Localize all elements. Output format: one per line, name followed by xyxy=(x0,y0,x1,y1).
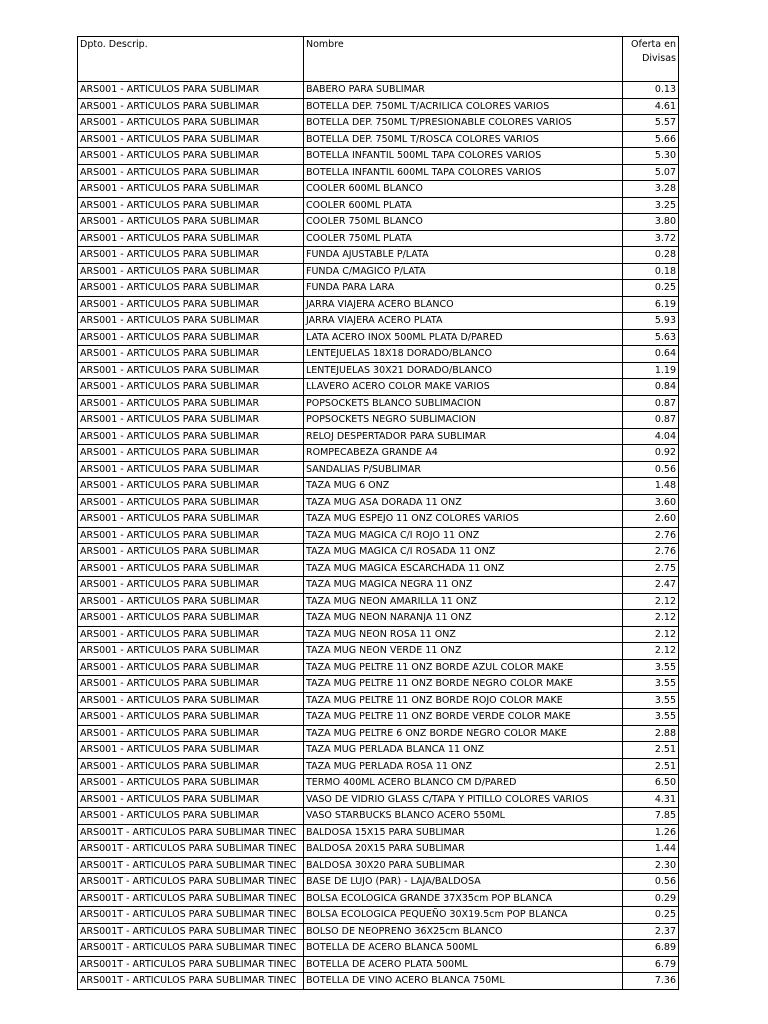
cell-price: 0.87 xyxy=(623,412,679,429)
cell-price: 6.19 xyxy=(623,296,679,313)
table-row xyxy=(78,527,679,544)
table-row xyxy=(78,329,679,346)
table-row xyxy=(78,263,679,280)
header-row xyxy=(78,37,679,82)
cell-dept: ARS001 - ARTICULOS PARA SUBLIMAR xyxy=(78,791,304,808)
cell-price: 1.48 xyxy=(623,478,679,495)
table-row xyxy=(78,940,679,957)
cell-name: COOLER 600ML BLANCO xyxy=(304,181,623,198)
table-row xyxy=(78,890,679,907)
cell-price: 3.28 xyxy=(623,181,679,198)
cell-dept: ARS001 - ARTICULOS PARA SUBLIMAR xyxy=(78,527,304,544)
cell-dept: ARS001 - ARTICULOS PARA SUBLIMAR xyxy=(78,148,304,165)
cell-price: 2.75 xyxy=(623,560,679,577)
table-row xyxy=(78,296,679,313)
table-row xyxy=(78,626,679,643)
table-row xyxy=(78,709,679,726)
cell-price: 3.55 xyxy=(623,676,679,693)
cell-price: 2.76 xyxy=(623,544,679,561)
table-row xyxy=(78,725,679,742)
cell-name: LATA ACERO INOX 500ML PLATA D/PARED xyxy=(304,329,623,346)
cell-dept: ARS001 - ARTICULOS PARA SUBLIMAR xyxy=(78,115,304,132)
cell-name: BOTELLA DE VINO ACERO BLANCA 750ML xyxy=(304,973,623,990)
cell-dept: ARS001 - ARTICULOS PARA SUBLIMAR xyxy=(78,296,304,313)
cell-price: 2.37 xyxy=(623,923,679,940)
cell-name: VASO STARBUCKS BLANCO ACERO 550ML xyxy=(304,808,623,825)
cell-price: 6.50 xyxy=(623,775,679,792)
cell-name: TAZA MUG 6 ONZ xyxy=(304,478,623,495)
header-dept: Dpto. Descrip. xyxy=(78,37,304,82)
cell-dept: ARS001 - ARTICULOS PARA SUBLIMAR xyxy=(78,742,304,759)
table-row xyxy=(78,560,679,577)
table-row xyxy=(78,412,679,429)
table-row xyxy=(78,956,679,973)
cell-dept: ARS001 - ARTICULOS PARA SUBLIMAR xyxy=(78,247,304,264)
cell-dept: ARS001 - ARTICULOS PARA SUBLIMAR xyxy=(78,263,304,280)
cell-name: TAZA MUG PELTRE 11 ONZ BORDE AZUL COLOR MAKE xyxy=(304,659,623,676)
cell-dept: ARS001 - ARTICULOS PARA SUBLIMAR xyxy=(78,98,304,115)
table-row xyxy=(78,874,679,891)
cell-name: TAZA MUG PELTRE 11 ONZ BORDE VERDE COLOR MAKE xyxy=(304,709,623,726)
cell-price: 2.88 xyxy=(623,725,679,742)
cell-name: COOLER 600ML PLATA xyxy=(304,197,623,214)
cell-name: BOLSO DE NEOPRENO 36X25cm BLANCO xyxy=(304,923,623,940)
cell-name: TERMO 400ML ACERO BLANCO CM D/PARED xyxy=(304,775,623,792)
cell-dept: ARS001T - ARTICULOS PARA SUBLIMAR TINEC xyxy=(78,841,304,858)
cell-price: 2.76 xyxy=(623,527,679,544)
cell-dept: ARS001T - ARTICULOS PARA SUBLIMAR TINEC xyxy=(78,824,304,841)
cell-dept: ARS001 - ARTICULOS PARA SUBLIMAR xyxy=(78,412,304,429)
cell-price: 5.30 xyxy=(623,148,679,165)
cell-name: LLAVERO ACERO COLOR MAKE VARIOS xyxy=(304,379,623,396)
table-row xyxy=(78,395,679,412)
cell-dept: ARS001 - ARTICULOS PARA SUBLIMAR xyxy=(78,643,304,660)
cell-price: 0.64 xyxy=(623,346,679,363)
cell-price: 5.66 xyxy=(623,131,679,148)
cell-dept: ARS001 - ARTICULOS PARA SUBLIMAR xyxy=(78,676,304,693)
cell-price: 3.80 xyxy=(623,214,679,231)
cell-dept: ARS001 - ARTICULOS PARA SUBLIMAR xyxy=(78,395,304,412)
table-row xyxy=(78,445,679,462)
cell-dept: ARS001T - ARTICULOS PARA SUBLIMAR TINEC xyxy=(78,956,304,973)
cell-price: 7.36 xyxy=(623,973,679,990)
cell-name: TAZA MUG ASA DORADA 11 ONZ xyxy=(304,494,623,511)
table-row xyxy=(78,544,679,561)
table-row xyxy=(78,379,679,396)
table-row xyxy=(78,82,679,99)
cell-dept: ARS001 - ARTICULOS PARA SUBLIMAR xyxy=(78,709,304,726)
cell-name: JARRA VIAJERA ACERO PLATA xyxy=(304,313,623,330)
cell-dept: ARS001T - ARTICULOS PARA SUBLIMAR TINEC xyxy=(78,907,304,924)
table-row xyxy=(78,808,679,825)
cell-name: BOTELLA DEP. 750ML T/PRESIONABLE COLORES VARIOS xyxy=(304,115,623,132)
table-row xyxy=(78,758,679,775)
table-row xyxy=(78,907,679,924)
cell-name: POPSOCKETS BLANCO SUBLIMACION xyxy=(304,395,623,412)
cell-dept: ARS001T - ARTICULOS PARA SUBLIMAR TINEC xyxy=(78,874,304,891)
cell-price: 0.56 xyxy=(623,874,679,891)
cell-dept: ARS001T - ARTICULOS PARA SUBLIMAR TINEC xyxy=(78,940,304,957)
table-body xyxy=(78,82,679,990)
cell-name: FUNDA C/MAGICO P/LATA xyxy=(304,263,623,280)
table-row xyxy=(78,923,679,940)
cell-dept: ARS001 - ARTICULOS PARA SUBLIMAR xyxy=(78,478,304,495)
cell-name: BOLSA ECOLOGICA GRANDE 37X35cm POP BLANCA xyxy=(304,890,623,907)
cell-name: TAZA MUG NEON NARANJA 11 ONZ xyxy=(304,610,623,627)
cell-name: BOTELLA DE ACERO BLANCA 500ML xyxy=(304,940,623,957)
cell-dept: ARS001 - ARTICULOS PARA SUBLIMAR xyxy=(78,428,304,445)
cell-price: 1.26 xyxy=(623,824,679,841)
table-row xyxy=(78,247,679,264)
cell-price: 4.04 xyxy=(623,428,679,445)
table-row xyxy=(78,461,679,478)
cell-price: 6.79 xyxy=(623,956,679,973)
cell-price: 3.25 xyxy=(623,197,679,214)
table-row xyxy=(78,791,679,808)
cell-name: RELOJ DESPERTADOR PARA SUBLIMAR xyxy=(304,428,623,445)
cell-price: 0.25 xyxy=(623,907,679,924)
cell-price: 2.51 xyxy=(623,742,679,759)
cell-dept: ARS001 - ARTICULOS PARA SUBLIMAR xyxy=(78,494,304,511)
cell-name: FUNDA PARA LARA xyxy=(304,280,623,297)
table-row xyxy=(78,494,679,511)
cell-name: BALDOSA 15X15 PARA SUBLIMAR xyxy=(304,824,623,841)
cell-name: LENTEJUELAS 18X18 DORADO/BLANCO xyxy=(304,346,623,363)
cell-price: 2.12 xyxy=(623,626,679,643)
cell-name: ROMPECABEZA GRANDE A4 xyxy=(304,445,623,462)
cell-name: BALDOSA 20X15 PARA SUBLIMAR xyxy=(304,841,623,858)
table-row xyxy=(78,841,679,858)
cell-price: 0.28 xyxy=(623,247,679,264)
table-row xyxy=(78,362,679,379)
table-row xyxy=(78,643,679,660)
cell-name: POPSOCKETS NEGRO SUBLIMACION xyxy=(304,412,623,429)
table-row xyxy=(78,98,679,115)
cell-dept: ARS001 - ARTICULOS PARA SUBLIMAR xyxy=(78,659,304,676)
cell-name: BOTELLA INFANTIL 600ML TAPA COLORES VARIOS xyxy=(304,164,623,181)
table-row xyxy=(78,659,679,676)
header-name: Nombre xyxy=(304,37,623,82)
cell-name: SANDALIAS P/SUBLIMAR xyxy=(304,461,623,478)
table-row xyxy=(78,148,679,165)
table-row xyxy=(78,742,679,759)
cell-name: LENTEJUELAS 30X21 DORADO/BLANCO xyxy=(304,362,623,379)
cell-dept: ARS001 - ARTICULOS PARA SUBLIMAR xyxy=(78,560,304,577)
cell-dept: ARS001 - ARTICULOS PARA SUBLIMAR xyxy=(78,313,304,330)
cell-price: 4.31 xyxy=(623,791,679,808)
cell-dept: ARS001 - ARTICULOS PARA SUBLIMAR xyxy=(78,544,304,561)
cell-name: TAZA MUG NEON AMARILLA 11 ONZ xyxy=(304,593,623,610)
cell-name: TAZA MUG MAGICA C/I ROJO 11 ONZ xyxy=(304,527,623,544)
cell-price: 3.72 xyxy=(623,230,679,247)
table-row xyxy=(78,346,679,363)
table-row xyxy=(78,973,679,990)
table-row xyxy=(78,511,679,528)
table-row xyxy=(78,181,679,198)
cell-price: 5.07 xyxy=(623,164,679,181)
cell-dept: ARS001 - ARTICULOS PARA SUBLIMAR xyxy=(78,511,304,528)
cell-price: 2.12 xyxy=(623,643,679,660)
cell-dept: ARS001 - ARTICULOS PARA SUBLIMAR xyxy=(78,808,304,825)
cell-dept: ARS001 - ARTICULOS PARA SUBLIMAR xyxy=(78,181,304,198)
cell-price: 3.55 xyxy=(623,659,679,676)
table-row xyxy=(78,164,679,181)
cell-dept: ARS001 - ARTICULOS PARA SUBLIMAR xyxy=(78,197,304,214)
cell-dept: ARS001 - ARTICULOS PARA SUBLIMAR xyxy=(78,230,304,247)
table-row xyxy=(78,478,679,495)
cell-price: 3.55 xyxy=(623,692,679,709)
cell-price: 0.29 xyxy=(623,890,679,907)
cell-price: 0.25 xyxy=(623,280,679,297)
cell-dept: ARS001 - ARTICULOS PARA SUBLIMAR xyxy=(78,577,304,594)
cell-name: BOTELLA DEP. 750ML T/ACRILICA COLORES VARIOS xyxy=(304,98,623,115)
cell-name: BOLSA ECOLOGICA PEQUEÑO 30X19.5cm POP BLANCA xyxy=(304,907,623,924)
cell-name: TAZA MUG PERLADA ROSA 11 ONZ xyxy=(304,758,623,775)
cell-dept: ARS001 - ARTICULOS PARA SUBLIMAR xyxy=(78,593,304,610)
cell-name: BABERO PARA SUBLIMAR xyxy=(304,82,623,99)
cell-dept: ARS001 - ARTICULOS PARA SUBLIMAR xyxy=(78,461,304,478)
cell-name: TAZA MUG MAGICA C/I ROSADA 11 ONZ xyxy=(304,544,623,561)
cell-dept: ARS001 - ARTICULOS PARA SUBLIMAR xyxy=(78,214,304,231)
cell-dept: ARS001 - ARTICULOS PARA SUBLIMAR xyxy=(78,280,304,297)
cell-price: 4.61 xyxy=(623,98,679,115)
table-row xyxy=(78,775,679,792)
cell-price: 0.84 xyxy=(623,379,679,396)
cell-dept: ARS001 - ARTICULOS PARA SUBLIMAR xyxy=(78,362,304,379)
cell-name: TAZA MUG MAGICA NEGRA 11 ONZ xyxy=(304,577,623,594)
cell-price: 1.44 xyxy=(623,841,679,858)
table-row xyxy=(78,676,679,693)
cell-price: 5.63 xyxy=(623,329,679,346)
cell-price: 3.55 xyxy=(623,709,679,726)
cell-name: VASO DE VIDRIO GLASS C/TAPA Y PITILLO COLORES VARIOS xyxy=(304,791,623,808)
table-row xyxy=(78,610,679,627)
cell-price: 2.30 xyxy=(623,857,679,874)
cell-dept: ARS001 - ARTICULOS PARA SUBLIMAR xyxy=(78,82,304,99)
cell-dept: ARS001 - ARTICULOS PARA SUBLIMAR xyxy=(78,626,304,643)
cell-price: 0.13 xyxy=(623,82,679,99)
cell-price: 0.92 xyxy=(623,445,679,462)
table-row xyxy=(78,280,679,297)
cell-name: BALDOSA 30X20 PARA SUBLIMAR xyxy=(304,857,623,874)
table-row xyxy=(78,230,679,247)
cell-dept: ARS001T - ARTICULOS PARA SUBLIMAR TINEC xyxy=(78,923,304,940)
cell-dept: ARS001 - ARTICULOS PARA SUBLIMAR xyxy=(78,610,304,627)
cell-name: COOLER 750ML PLATA xyxy=(304,230,623,247)
cell-dept: ARS001 - ARTICULOS PARA SUBLIMAR xyxy=(78,692,304,709)
cell-name: BOTELLA DEP. 750ML T/ROSCA COLORES VARIOS xyxy=(304,131,623,148)
cell-price: 5.93 xyxy=(623,313,679,330)
cell-dept: ARS001 - ARTICULOS PARA SUBLIMAR xyxy=(78,445,304,462)
cell-price: 7.85 xyxy=(623,808,679,825)
cell-dept: ARS001 - ARTICULOS PARA SUBLIMAR xyxy=(78,379,304,396)
cell-dept: ARS001 - ARTICULOS PARA SUBLIMAR xyxy=(78,329,304,346)
cell-name: BOTELLA DE ACERO PLATA 500ML xyxy=(304,956,623,973)
cell-name: TAZA MUG MAGICA ESCARCHADA 11 ONZ xyxy=(304,560,623,577)
table-row xyxy=(78,593,679,610)
cell-price: 2.12 xyxy=(623,593,679,610)
cell-dept: ARS001 - ARTICULOS PARA SUBLIMAR xyxy=(78,131,304,148)
table-row xyxy=(78,692,679,709)
cell-dept: ARS001 - ARTICULOS PARA SUBLIMAR xyxy=(78,775,304,792)
table-row xyxy=(78,313,679,330)
cell-price: 2.12 xyxy=(623,610,679,627)
table-row xyxy=(78,214,679,231)
cell-name: JARRA VIAJERA ACERO BLANCO xyxy=(304,296,623,313)
cell-dept: ARS001 - ARTICULOS PARA SUBLIMAR xyxy=(78,346,304,363)
header-price: Oferta en Divisas xyxy=(623,37,679,82)
cell-dept: ARS001 - ARTICULOS PARA SUBLIMAR xyxy=(78,164,304,181)
cell-dept: ARS001 - ARTICULOS PARA SUBLIMAR xyxy=(78,725,304,742)
cell-dept: ARS001T - ARTICULOS PARA SUBLIMAR TINEC xyxy=(78,890,304,907)
cell-name: TAZA MUG PELTRE 11 ONZ BORDE NEGRO COLOR MAKE xyxy=(304,676,623,693)
cell-name: BOTELLA INFANTIL 500ML TAPA COLORES VARIOS xyxy=(304,148,623,165)
cell-dept: ARS001T - ARTICULOS PARA SUBLIMAR TINEC xyxy=(78,857,304,874)
cell-name: TAZA MUG NEON ROSA 11 ONZ xyxy=(304,626,623,643)
table-row xyxy=(78,115,679,132)
cell-name: TAZA MUG PELTRE 6 ONZ BORDE NEGRO COLOR MAKE xyxy=(304,725,623,742)
price-list-table xyxy=(77,36,679,990)
cell-dept: ARS001 - ARTICULOS PARA SUBLIMAR xyxy=(78,758,304,775)
table-row xyxy=(78,428,679,445)
cell-price: 1.19 xyxy=(623,362,679,379)
cell-price: 3.60 xyxy=(623,494,679,511)
table-row xyxy=(78,577,679,594)
cell-price: 6.89 xyxy=(623,940,679,957)
table-header xyxy=(78,37,679,82)
cell-name: TAZA MUG ESPEJO 11 ONZ COLORES VARIOS xyxy=(304,511,623,528)
cell-price: 0.18 xyxy=(623,263,679,280)
table-row xyxy=(78,131,679,148)
table-row xyxy=(78,197,679,214)
cell-price: 2.51 xyxy=(623,758,679,775)
cell-price: 2.47 xyxy=(623,577,679,594)
cell-name: COOLER 750ML BLANCO xyxy=(304,214,623,231)
cell-dept: ARS001T - ARTICULOS PARA SUBLIMAR TINEC xyxy=(78,973,304,990)
cell-name: FUNDA AJUSTABLE P/LATA xyxy=(304,247,623,264)
cell-price: 5.57 xyxy=(623,115,679,132)
cell-name: TAZA MUG NEON VERDE 11 ONZ xyxy=(304,643,623,660)
cell-name: BASE DE LUJO (PAR) - LAJA/BALDOSA xyxy=(304,874,623,891)
table-row xyxy=(78,857,679,874)
cell-name: TAZA MUG PERLADA BLANCA 11 ONZ xyxy=(304,742,623,759)
cell-price: 0.56 xyxy=(623,461,679,478)
table-row xyxy=(78,824,679,841)
cell-price: 0.87 xyxy=(623,395,679,412)
cell-name: TAZA MUG PELTRE 11 ONZ BORDE ROJO COLOR MAKE xyxy=(304,692,623,709)
cell-price: 2.60 xyxy=(623,511,679,528)
